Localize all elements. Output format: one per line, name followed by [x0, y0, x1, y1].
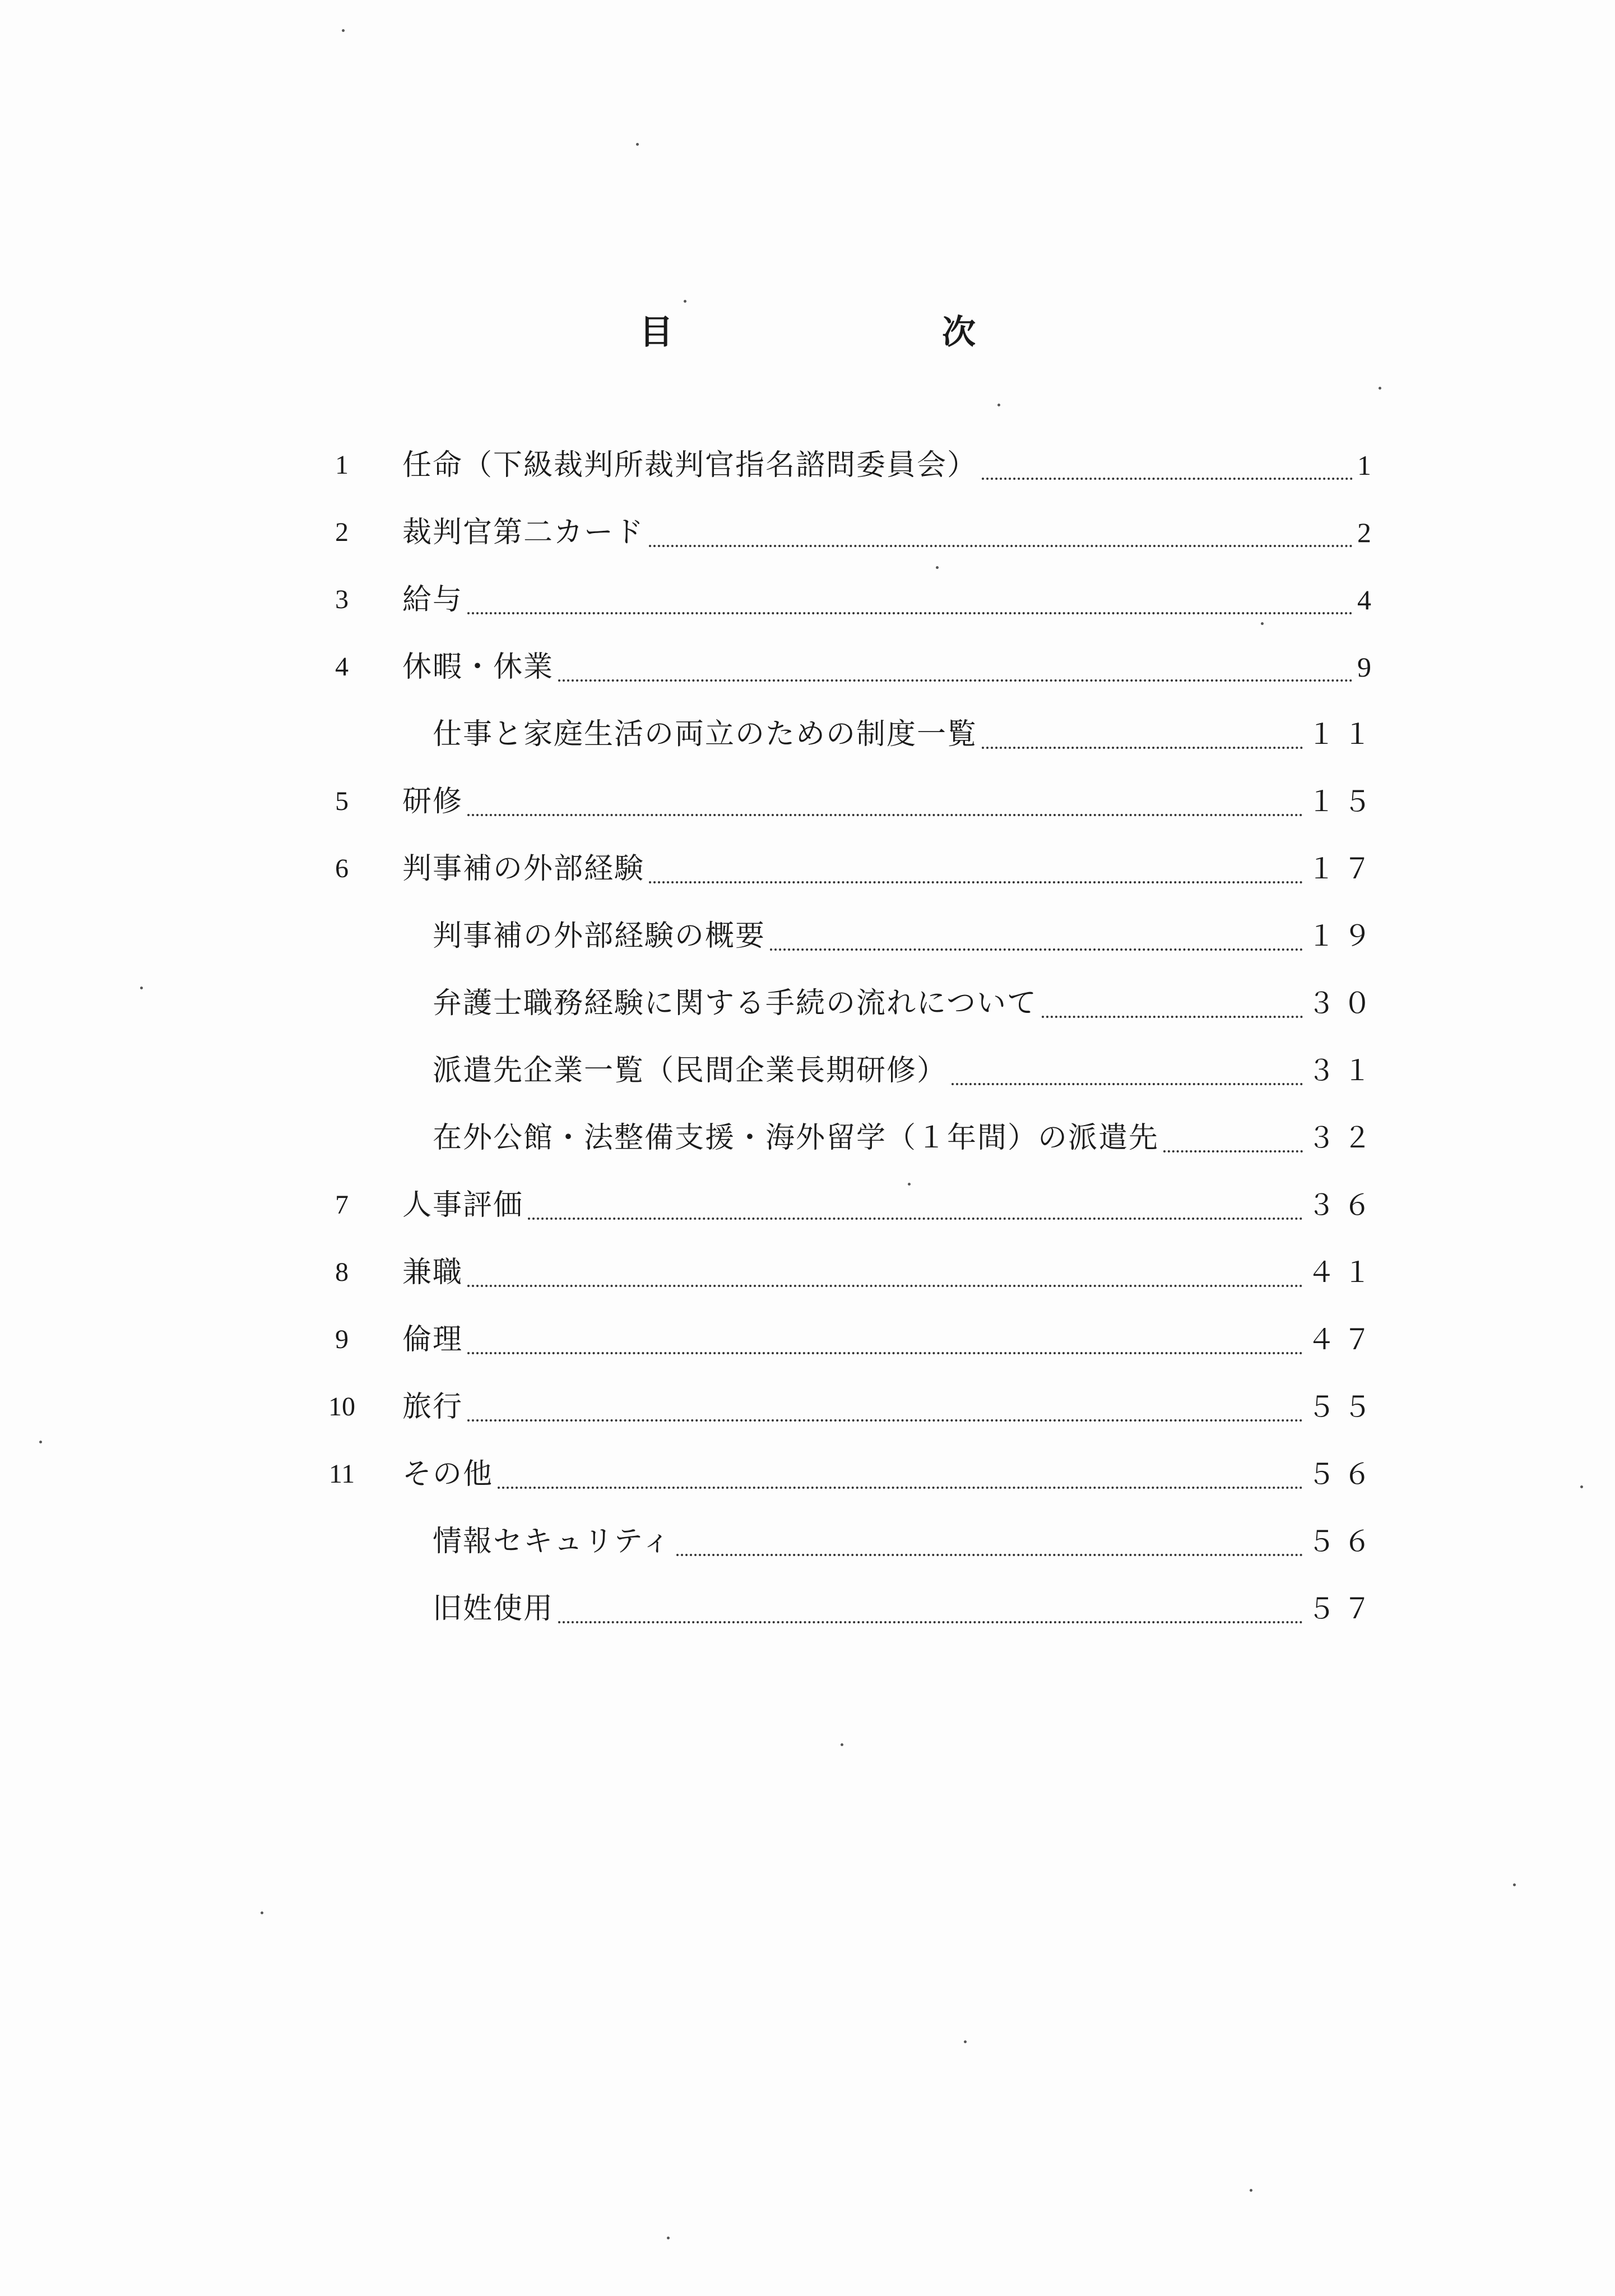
scan-speck — [1580, 1485, 1583, 1488]
entry-page: １５ — [1307, 786, 1379, 817]
scan-speck — [908, 1183, 911, 1186]
entry-label: 旧姓使用 — [433, 1592, 554, 1626]
toc-entry[interactable] — [0, 1115, 1615, 1160]
toc-entry[interactable] — [0, 1586, 1615, 1631]
entry-number: 10 — [328, 1392, 355, 1422]
scan-speck — [636, 143, 639, 146]
dot-leader — [982, 746, 1303, 749]
entry-page: ５７ — [1307, 1593, 1379, 1624]
scan-speck — [964, 2040, 967, 2043]
entry-page: ３６ — [1307, 1189, 1379, 1221]
toc-entry[interactable] — [0, 712, 1615, 757]
dot-leader — [649, 881, 1303, 883]
entry-page: １９ — [1307, 920, 1379, 952]
dot-leader — [770, 948, 1303, 951]
entry-label: 給与 — [402, 583, 463, 617]
dot-leader — [498, 1486, 1303, 1489]
entry-label: 兼職 — [402, 1256, 463, 1289]
toc-entry[interactable] — [0, 1519, 1615, 1564]
entry-label: 倫理 — [402, 1323, 463, 1357]
entry-number: 11 — [328, 1459, 355, 1489]
entry-label: その他 — [402, 1457, 494, 1491]
toc-entry[interactable] — [0, 981, 1615, 1026]
entry-label: 任命（下級裁判所裁判官指名諮問委員会） — [402, 448, 978, 482]
entry-page: １１ — [1307, 719, 1379, 750]
scan-speck — [936, 566, 939, 569]
dot-leader — [467, 1419, 1303, 1422]
dot-leader — [1042, 1015, 1303, 1018]
entry-page: ３１ — [1307, 1055, 1379, 1086]
toc-entry[interactable] — [0, 577, 1615, 622]
entry-page: 1 — [1357, 450, 1379, 481]
scan-speck — [667, 2237, 670, 2239]
scan-speck — [261, 1911, 263, 1914]
dot-leader — [558, 679, 1353, 682]
toc-entry[interactable] — [0, 510, 1615, 555]
entry-number: 2 — [335, 517, 349, 547]
toc-entry[interactable] — [0, 914, 1615, 959]
dot-leader — [467, 1284, 1303, 1287]
entry-number: 1 — [335, 450, 349, 480]
scan-speck — [1513, 1883, 1516, 1886]
entry-page: 4 — [1357, 584, 1379, 615]
entry-label: 派遣先企業一覧（民間企業長期研修） — [433, 1054, 948, 1087]
toc-entry[interactable] — [0, 1183, 1615, 1228]
entry-number: 6 — [335, 854, 349, 883]
entry-number: 5 — [335, 786, 349, 816]
entry-label: 裁判官第二カード — [402, 516, 645, 549]
entry-page: ５６ — [1307, 1459, 1379, 1490]
dot-leader — [676, 1553, 1303, 1556]
entry-label: 休暇・休業 — [402, 650, 554, 684]
toc-entry[interactable] — [0, 645, 1615, 689]
entry-label: 在外公館・法整備支援・海外留学（１年間）の派遣先 — [433, 1121, 1159, 1155]
entry-page: １７ — [1307, 853, 1379, 885]
entry-page: ３０ — [1307, 988, 1379, 1019]
entry-label: 研修 — [402, 785, 463, 818]
scan-speck — [342, 29, 345, 32]
entry-label: 判事補の外部経験の概要 — [433, 919, 766, 953]
entry-label: 人事評価 — [402, 1188, 524, 1222]
dot-leader — [467, 1351, 1303, 1354]
dot-leader — [558, 1621, 1303, 1623]
toc-entry[interactable] — [0, 1452, 1615, 1497]
toc-entry[interactable] — [0, 1250, 1615, 1295]
entry-page: ３２ — [1307, 1122, 1379, 1154]
dot-leader — [982, 477, 1353, 480]
entry-number: 8 — [335, 1257, 349, 1287]
scan-speck — [140, 987, 143, 989]
toc-entry[interactable] — [0, 846, 1615, 891]
dot-leader — [952, 1082, 1303, 1085]
scan-speck — [1261, 622, 1264, 625]
entry-number: 3 — [335, 585, 349, 614]
toc-entry[interactable] — [0, 779, 1615, 824]
entry-page: ５５ — [1307, 1391, 1379, 1423]
dot-leader — [467, 612, 1353, 614]
entry-label: 旅行 — [402, 1390, 463, 1424]
toc-entry[interactable] — [0, 443, 1615, 488]
entry-number: 7 — [335, 1190, 349, 1220]
entry-number: 9 — [335, 1325, 349, 1354]
entry-number: 4 — [335, 652, 349, 682]
scan-speck — [841, 1743, 843, 1746]
entry-label: 情報セキュリティ — [433, 1525, 672, 1558]
entry-page: 2 — [1357, 517, 1379, 548]
scan-speck — [997, 404, 1000, 406]
entry-page: 9 — [1357, 651, 1379, 683]
entry-label: 仕事と家庭生活の両立のための制度一覧 — [433, 718, 978, 751]
dot-leader — [528, 1217, 1303, 1220]
dot-leader — [467, 813, 1303, 816]
entry-page: ５６ — [1307, 1526, 1379, 1557]
entry-page: ４７ — [1307, 1324, 1379, 1355]
entry-label: 弁護士職務経験に関する手続の流れについて — [433, 987, 1037, 1020]
entry-page: ４１ — [1307, 1257, 1379, 1288]
scan-speck — [39, 1441, 42, 1443]
toc-entry[interactable] — [0, 1385, 1615, 1429]
dot-leader — [1163, 1150, 1303, 1152]
toc-entry[interactable] — [0, 1048, 1615, 1093]
entry-label: 判事補の外部経験 — [402, 852, 645, 886]
scan-speck — [1250, 2189, 1252, 2192]
toc-entry[interactable] — [0, 1317, 1615, 1362]
dot-leader — [649, 544, 1353, 547]
scan-speck — [1379, 387, 1381, 390]
scan-speck — [684, 300, 686, 303]
toc-title: 目 次 — [639, 313, 1093, 352]
